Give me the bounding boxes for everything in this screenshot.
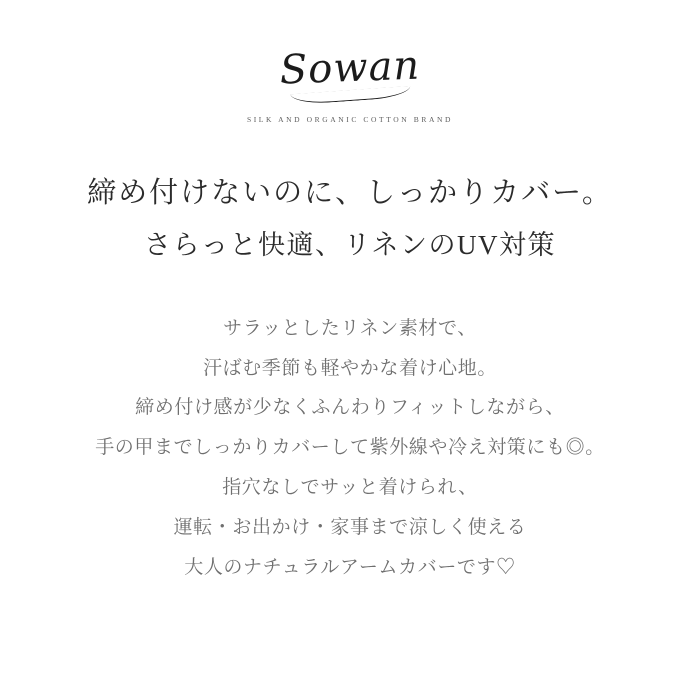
brand-logo <box>246 42 454 124</box>
description-line: 締め付け感が少なくふんわりフィットしながら、 <box>135 397 565 419</box>
brand-tagline: SILK AND ORGANIC COTTON BRAND <box>246 115 454 124</box>
description-line: 運転・お出かけ・家事まで涼しく使える <box>173 517 527 539</box>
description-line: 汗ばむ季節も軽やかな着け心地。 <box>202 357 497 379</box>
description-line: 手の甲までしっかりカバーして紫外線や冷え対策にも◎。 <box>95 437 605 459</box>
headline-line-1: 締め付けないのに、しっかりカバー。 <box>87 177 613 209</box>
description-line: 指穴なしでサッと着けられ、 <box>222 477 478 499</box>
description-body <box>95 309 605 588</box>
headline-line-2: さらっと快適、リネンのUV対策 <box>144 229 556 260</box>
page-title <box>87 172 613 267</box>
brand-wordmark <box>278 42 421 104</box>
description-line: サラッとしたリネン素材で、 <box>223 317 477 339</box>
description-line: 大人のナチュラルアームカバーです♡ <box>184 557 516 579</box>
brand-name-text: Sowan <box>278 42 421 94</box>
